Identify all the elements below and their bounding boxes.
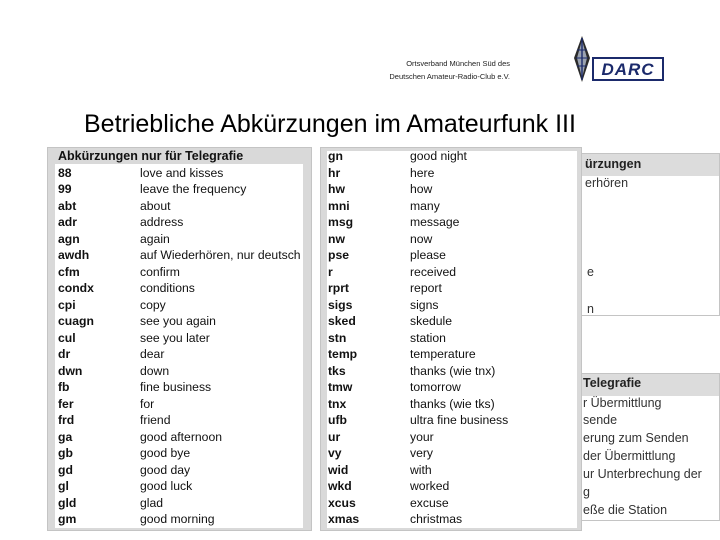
table-row: [58, 297, 303, 314]
abbrev-meaning: friend: [140, 413, 171, 427]
logo-text: DARC: [601, 60, 655, 79]
abbrev-code: rprt: [328, 281, 349, 295]
abbrev-code: tmw: [328, 380, 353, 394]
table-row: [328, 247, 573, 264]
table-row: [58, 247, 303, 264]
table-row: [58, 495, 303, 512]
abbrev-code: hr: [328, 165, 341, 180]
table-row: [328, 495, 573, 512]
abbrev-code: ga: [58, 429, 73, 444]
abbrev-meaning: good luck: [140, 479, 193, 493]
abbrev-meaning: report: [410, 281, 442, 295]
abbrev-code: gn: [328, 149, 343, 163]
table-row: [58, 214, 303, 231]
table-row: [58, 198, 303, 215]
abbrev-meaning: temperature: [410, 347, 476, 361]
abbrev-meaning: excuse: [410, 495, 449, 510]
abbrev-meaning: again: [140, 231, 170, 246]
abbrev-code: wkd: [328, 479, 352, 493]
back-panel-bottom-line: eße die Station: [583, 503, 668, 517]
abbrev-code: sked: [328, 314, 356, 328]
table-row: [328, 330, 573, 347]
abbrev-code: tks: [328, 363, 346, 378]
back-panel-bottom-line: r Übermittlung: [583, 396, 662, 410]
table-row: [328, 148, 573, 165]
table-row: [58, 313, 303, 330]
abbrev-meaning: christmas: [410, 512, 463, 526]
org-line-2: Deutschen Amateur-Radio-Club e.V.: [389, 72, 510, 81]
table-row: [58, 264, 303, 281]
abbrev-meaning: down: [140, 363, 170, 378]
back-panel-top-line: erhören: [585, 176, 629, 190]
abbrev-code: 99: [58, 182, 72, 196]
abbrev-meaning: signs: [410, 297, 439, 312]
abbrev-meaning: many: [410, 198, 440, 213]
right-table-rows: [328, 148, 573, 528]
abbrev-meaning: dear: [140, 347, 165, 361]
abbrev-meaning: received: [410, 264, 457, 279]
abbrev-code: 88: [58, 165, 72, 180]
page-title: Betriebliche Abkürzungen im Amateurfunk III: [84, 110, 576, 138]
table-row: [328, 396, 573, 413]
table-row: [328, 478, 573, 495]
abbrev-code: nw: [328, 231, 345, 246]
table-row: [328, 363, 573, 380]
abbrev-code: gl: [58, 479, 69, 493]
table-row: [58, 363, 303, 380]
abbrev-meaning: station: [410, 330, 446, 345]
abbrev-code: ufb: [328, 413, 347, 427]
left-abbrev-table: [58, 148, 303, 528]
abbrev-code: r: [328, 264, 333, 279]
abbrev-code: adr: [58, 215, 77, 229]
table-row: [328, 511, 573, 528]
abbrev-code: temp: [328, 347, 358, 361]
darc-logo-icon: [566, 34, 666, 84]
table-row: [328, 313, 573, 330]
abbrev-code: fer: [58, 396, 74, 411]
abbrev-code: dr: [58, 347, 71, 361]
back-panel-bottom-line: sende: [583, 413, 618, 427]
back-panel-bottom-line: g: [583, 485, 590, 499]
abbrev-meaning: thanks (wie tnx): [410, 363, 496, 378]
back-panel-bottom-heading: Telegrafie: [583, 376, 642, 390]
back-panel-bottom-line: der Übermittlung: [583, 449, 676, 463]
left-table-rows: [58, 165, 303, 528]
table-row: [58, 231, 303, 248]
abbrev-code: cul: [58, 330, 76, 345]
table-row: [58, 330, 303, 347]
table-row: [58, 379, 303, 396]
abbrev-meaning: see you again: [140, 314, 216, 328]
back-panel-bottom-line: ur Unterbrechung der: [583, 467, 702, 481]
abbrev-meaning: auf Wiederhören, nur deutsch: [140, 248, 301, 262]
back-panel-bottom-line: erung zum Senden: [583, 431, 689, 445]
abbrev-meaning: worked: [410, 479, 450, 493]
table-row: [328, 462, 573, 479]
abbrev-meaning: here: [410, 165, 435, 180]
abbrev-meaning: with: [410, 462, 432, 477]
table-row: [328, 412, 573, 429]
abbrev-meaning: address: [140, 215, 184, 229]
abbrev-meaning: copy: [140, 297, 166, 312]
abbrev-meaning: please: [410, 248, 446, 262]
table-row: [328, 214, 573, 231]
table-row: [58, 478, 303, 495]
table-row: [328, 379, 573, 396]
abbrev-meaning: good day: [140, 462, 191, 477]
abbrev-meaning: about: [140, 198, 171, 213]
abbrev-code: agn: [58, 231, 80, 246]
abbrev-meaning: how: [410, 182, 433, 196]
abbrev-code: tnx: [328, 396, 347, 411]
table-row: [328, 165, 573, 182]
abbrev-code: cpi: [58, 297, 76, 312]
abbrev-meaning: now: [410, 231, 433, 246]
abbrev-meaning: see you later: [140, 330, 210, 345]
abbrev-code: condx: [58, 281, 94, 295]
abbrev-code: pse: [328, 248, 350, 262]
abbrev-code: sigs: [328, 297, 353, 312]
abbrev-code: gb: [58, 446, 73, 460]
abbrev-meaning: glad: [140, 495, 164, 510]
abbrev-meaning: skedule: [410, 314, 453, 328]
abbrev-code: cfm: [58, 264, 80, 279]
abbrev-code: fb: [58, 380, 70, 394]
table-row: [58, 445, 303, 462]
abbrev-code: hw: [328, 182, 345, 196]
abbrev-meaning: good afternoon: [140, 429, 222, 444]
table-row: [328, 264, 573, 281]
abbrev-meaning: very: [410, 446, 434, 460]
abbrev-code: xmas: [328, 512, 360, 526]
abbrev-meaning: leave the frequency: [140, 182, 247, 196]
back-panel-bottom: [560, 373, 720, 521]
abbrev-code: wid: [328, 462, 349, 477]
table-row: [58, 165, 303, 182]
abbrev-code: cuagn: [58, 314, 94, 328]
table-row: [328, 198, 573, 215]
abbrev-code: xcus: [328, 495, 356, 510]
table-row: [58, 181, 303, 198]
table-row: [328, 231, 573, 248]
back-panel-top-heading: ürzungen: [585, 157, 642, 171]
table-row: [328, 346, 573, 363]
left-table-heading: Abkürzungen nur für Telegrafie: [58, 149, 244, 163]
org-name: [330, 57, 510, 83]
abbrev-meaning: conditions: [140, 281, 195, 295]
abbrev-meaning: love and kisses: [140, 165, 224, 180]
table-row: [58, 346, 303, 363]
abbrev-code: awdh: [58, 248, 90, 262]
abbrev-meaning: fine business: [140, 380, 212, 394]
abbrev-code: frd: [58, 413, 75, 427]
abbrev-meaning: good morning: [140, 512, 215, 526]
abbrev-meaning: for: [140, 396, 155, 411]
table-row: [328, 181, 573, 198]
abbrev-code: gd: [58, 462, 73, 477]
table-row: [58, 396, 303, 413]
abbrev-code: gm: [58, 512, 77, 526]
table-row: [58, 511, 303, 528]
org-line-1: Ortsverband München Süd des: [406, 59, 510, 68]
table-row: [328, 280, 573, 297]
abbrev-code: dwn: [58, 363, 83, 378]
abbrev-code: vy: [328, 446, 342, 460]
table-row: [58, 462, 303, 479]
right-abbrev-table: [328, 148, 573, 528]
abbrev-code: gld: [58, 495, 77, 510]
back-panel-top-line: n: [587, 302, 594, 316]
table-row: [328, 429, 573, 446]
abbrev-meaning: tomorrow: [410, 380, 461, 394]
abbrev-meaning: thanks (wie tks): [410, 396, 495, 411]
table-row: [328, 297, 573, 314]
abbrev-code: abt: [58, 198, 77, 213]
abbrev-code: ur: [328, 429, 341, 444]
abbrev-meaning: your: [410, 429, 434, 444]
abbrev-code: stn: [328, 330, 347, 345]
abbrev-code: msg: [328, 215, 354, 229]
abbrev-meaning: confirm: [140, 264, 180, 279]
table-row: [58, 280, 303, 297]
table-row: [58, 412, 303, 429]
back-panel-top-line: e: [587, 265, 594, 279]
table-row: [328, 445, 573, 462]
abbrev-meaning: ultra fine business: [410, 413, 509, 427]
back-panel-top: [560, 153, 720, 316]
abbrev-meaning: good night: [410, 149, 467, 163]
table-row: [58, 429, 303, 446]
abbrev-code: mni: [328, 198, 350, 213]
abbrev-meaning: message: [410, 215, 460, 229]
abbrev-meaning: good bye: [140, 446, 191, 460]
